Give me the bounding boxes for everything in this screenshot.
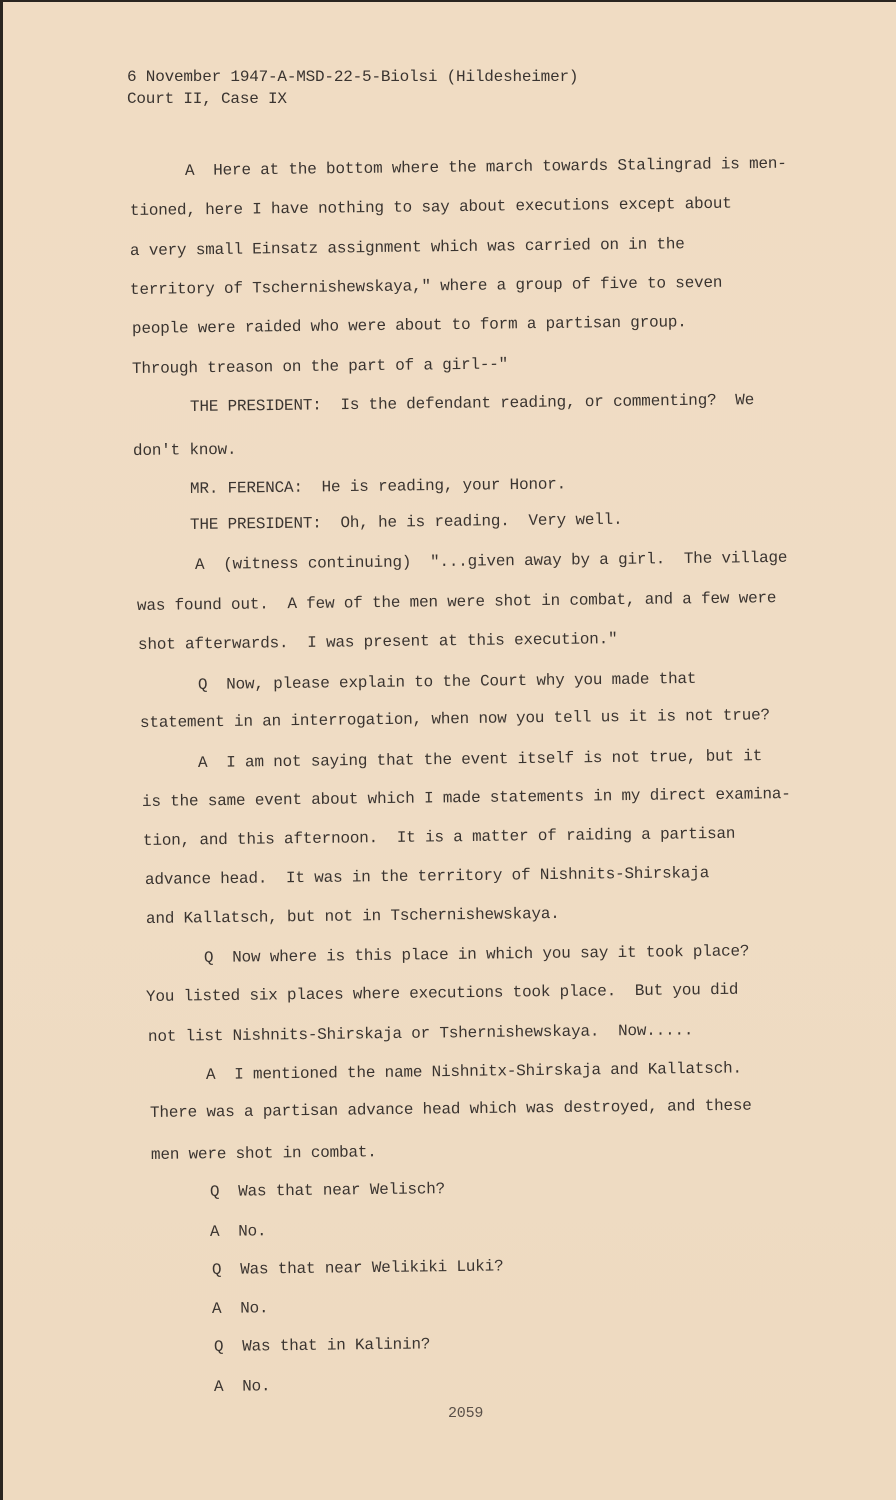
question-line: Q Was that near Welisch? — [209, 1180, 446, 1201]
answer-line: A No. — [211, 1299, 269, 1318]
text-line: tioned, here I have nothing to say about executions except about — [129, 194, 732, 220]
text-line: territory of Tschernishewskaya," where a group of five to seven — [129, 273, 723, 299]
text-line: Through treason on the part of a girl--" — [131, 355, 509, 378]
text-line: a very small Einsatz assignment which was carried on in the — [129, 235, 685, 260]
speaker-line: MR. FERENCA: He is reading, your Honor. — [189, 475, 567, 498]
text-line: is the same event about which I made statements in my direct examina- — [141, 785, 791, 811]
page-number: 2059 — [448, 1405, 484, 1422]
header-line-1: 6 November 1947-A-MSD-22-5-Biolsi (Hildesheimer) — [127, 68, 579, 86]
question-line: Q Was that in Kalinin? — [213, 1335, 431, 1356]
speaker-line: THE PRESIDENT: Oh, he is reading. Very well. — [189, 510, 623, 534]
question-line: Q Was that near Welikiki Luki? — [211, 1257, 504, 1279]
text-line: advance head. It was in the territory of Nishnits-Shirskaja — [144, 864, 710, 889]
answer-line: A No. — [213, 1377, 271, 1396]
document-page — [3, 2, 896, 1500]
header-line-2: Court II, Case IX — [127, 90, 287, 108]
text-line: not list Nishnits-Shirskaja or Tshernishewskaya. Now..... — [147, 1021, 694, 1046]
answer-line: A (witness continuing) "...given away by a girl. The village — [194, 548, 788, 574]
text-line: was found out. A few of the men were shot in combat, and a few were — [136, 589, 777, 615]
text-line: shot afterwards. I was present at this execution." — [137, 630, 618, 654]
text-line: men were shot in combat. — [150, 1143, 377, 1164]
text-line: A Here at the bottom where the march towards Stalingrad is men- — [184, 154, 787, 180]
question-line: Q Now, please explain to the Court why you made that — [197, 669, 697, 694]
speaker-line: THE PRESIDENT: Is the defendant reading, or commenting? We — [189, 391, 755, 416]
text-line: tion, and this afternoon. It is a matter of raiding a partisan — [142, 824, 736, 850]
question-line: Q Now where is this place in which you say it took place? — [203, 942, 750, 967]
text-line: and Kallatsch, but not in Tschernishewskaya. — [145, 904, 560, 928]
answer-line: A I mentioned the name Nishnitx-Shirskaja and Kallatsch. — [205, 1059, 742, 1084]
text-line: You listed six places where executions took place. But you did — [145, 980, 739, 1006]
text-line: There was a partisan advance head which was destroyed, and these — [149, 1096, 752, 1122]
text-line: statement in an interrogation, when now you tell us it is not true? — [139, 706, 770, 732]
text-line: don't know. — [132, 440, 237, 460]
text-line: people were raided who were about to form a partisan group. — [131, 313, 687, 338]
answer-line: A No. — [209, 1222, 267, 1241]
answer-line: A I am not saying that the event itself is not true, but it — [197, 747, 763, 772]
